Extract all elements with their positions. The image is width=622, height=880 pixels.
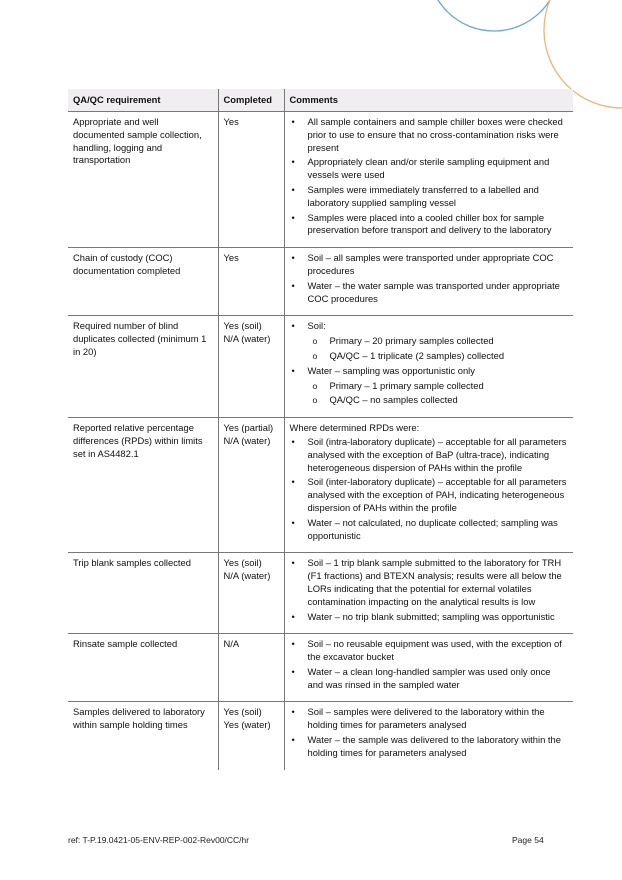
completed-value: Yes (soil)	[223, 557, 262, 569]
comment-bullet	[290, 638, 569, 664]
completed-value: N/A	[223, 638, 240, 650]
sub-bullet: o QA/QC – 1 triplicate (2 samples) collected	[308, 350, 569, 363]
header-completed: Completed	[218, 89, 284, 112]
completed-value: Yes (partial)	[223, 422, 274, 434]
comment-text: Appropriately clean and/or sterile sampling equipment and vessels were used	[307, 156, 550, 181]
comments-intro: Where determined RPDs were:	[289, 422, 420, 434]
comments-cell	[284, 112, 573, 248]
blue-arc	[428, 0, 560, 31]
comment-bullet	[290, 184, 569, 210]
requirement-cell: Appropriate and well documented sample collection, handling, logging and transportation	[68, 112, 218, 248]
comments-list	[290, 638, 569, 691]
comments-list	[290, 252, 569, 305]
comment-bullet	[290, 436, 569, 474]
comment-bullet	[290, 517, 569, 543]
comment-bullet	[290, 156, 569, 182]
comment-text: Water – no trip blank submitted; sampling was opportunistic	[307, 610, 555, 622]
completed-value: Yes (water)	[223, 719, 271, 731]
comments-cell	[284, 553, 573, 634]
comment-text: Soil – 1 trip blank sample submitted to the laboratory for TRH (F1 fractions) and BTEXN analysis; results were all below the LORs indicating that the potential for external volatiles contamination impacting on the analytical results is low	[307, 557, 562, 607]
comment-text: Water – a clean long-handled sampler was used only once and was rinsed in the sampled water	[307, 665, 551, 690]
comment-text: Soil:	[307, 320, 326, 332]
comments-cell	[284, 418, 573, 553]
comments-list	[290, 706, 569, 759]
comment-bullet	[290, 666, 569, 692]
header-requirement: QA/QC requirement	[68, 89, 218, 112]
comment-text: Water – not calculated, no duplicate collected; sampling was opportunistic	[307, 516, 558, 541]
comment-bullet	[290, 252, 569, 278]
table-row	[68, 112, 573, 248]
requirement-cell: Trip blank samples collected	[68, 553, 218, 634]
footer-reference: ref: T-P.19.0421-05-ENV-REP-002-Rev00/CC/hr	[68, 835, 250, 845]
sub-bullet: o QA/QC – no samples collected	[308, 394, 569, 407]
comment-text: Water – the water sample was transported under appropriate COC procedures	[307, 279, 560, 304]
comments-cell	[284, 248, 573, 316]
table-row	[68, 418, 573, 553]
comment-bullet	[290, 212, 569, 238]
sub-list	[308, 335, 569, 363]
requirement-cell: Chain of custody (COC) documentation completed	[68, 248, 218, 316]
table-row	[68, 316, 573, 418]
comments-cell	[284, 316, 573, 418]
comment-bullet	[290, 734, 569, 760]
comment-text: Soil (inter-laboratory duplicate) – acceptable for all parameters analysed with the exception of PAH, indicating heterogeneous dispersion of PAHs within the profile	[307, 476, 567, 513]
completed-cell	[218, 316, 284, 418]
comments-list	[290, 320, 569, 407]
completed-cell	[218, 418, 284, 553]
comment-bullet	[290, 116, 569, 154]
comment-text: Samples were immediately transferred to a labelled and laboratory supplied sampling vessel	[307, 183, 539, 208]
requirement-cell: Reported relative percentage differences (RPDs) within limits set in AS4482.1	[68, 418, 218, 553]
completed-cell	[218, 634, 284, 702]
header-comments: Comments	[284, 89, 573, 112]
completed-value: Yes	[223, 116, 239, 127]
completed-value: N/A (water)	[223, 570, 271, 582]
requirement-cell: Samples delivered to laboratory within sample holding times	[73, 706, 205, 731]
qa-qc-table	[68, 89, 573, 770]
requirement-cell: Rinsate sample collected	[68, 634, 218, 702]
comments-list	[290, 116, 569, 237]
completed-cell	[218, 248, 284, 316]
completed-value: N/A (water)	[223, 333, 271, 345]
sub-bullet: o Primary – 20 primary samples collected	[308, 335, 569, 348]
completed-value: Yes (soil)	[223, 320, 262, 332]
comment-bullet	[290, 320, 569, 362]
completed-value: Yes	[223, 252, 239, 264]
footer-page-number: Page 54	[512, 835, 544, 845]
completed-cell	[218, 112, 284, 248]
comment-bullet	[290, 280, 569, 306]
comment-text: Water – the sample was delivered to the laboratory within the holding times for parameters analysed	[307, 734, 561, 758]
comment-text: Soil – no reusable equipment was used, with the exception of the excavator bucket	[307, 638, 562, 663]
comment-bullet	[290, 476, 569, 514]
comment-text: Water – sampling was opportunistic only	[307, 364, 475, 376]
completed-cell	[218, 553, 284, 634]
comment-text: Soil – samples were delivered to the laboratory within the holding times for parameters analysed	[307, 706, 545, 731]
completed-value: N/A (water)	[223, 434, 271, 446]
completed-value: Yes (soil)	[223, 706, 262, 718]
comment-text: Soil – all samples were transported under appropriate COC procedures	[307, 252, 554, 276]
comment-bullet	[290, 557, 569, 608]
requirement-cell: Required number of blind duplicates collected (minimum 1 in 20)	[68, 316, 218, 418]
comment-bullet	[290, 611, 569, 624]
table-row	[68, 634, 573, 702]
comments-list	[290, 557, 569, 623]
completed-cell	[218, 702, 284, 770]
table-header-row	[68, 89, 573, 112]
comments-cell	[284, 702, 573, 770]
comment-bullet	[290, 706, 569, 732]
sub-list	[308, 380, 569, 408]
comments-cell	[284, 634, 573, 702]
comment-text: Soil (intra-laboratory duplicate) – acceptable for all parameters analysed with the exception of BaP (ultra-trace), indicating heterogeneous dispersion of PAHs within the profile	[307, 435, 567, 473]
table-row	[68, 553, 573, 634]
comments-list	[290, 436, 569, 542]
comment-bullet	[290, 365, 569, 407]
comment-text: All sample containers and sample chiller boxes were checked prior to use to ensure that no cross-contamination risks were present	[307, 116, 563, 153]
table-row	[68, 702, 573, 770]
comment-text: Samples were placed into a cooled chiller box for sample preservation before transport and delivery to the laboratory	[307, 211, 552, 236]
sub-bullet: o Primary – 1 primary sample collected	[308, 380, 569, 393]
table-row	[68, 248, 573, 316]
